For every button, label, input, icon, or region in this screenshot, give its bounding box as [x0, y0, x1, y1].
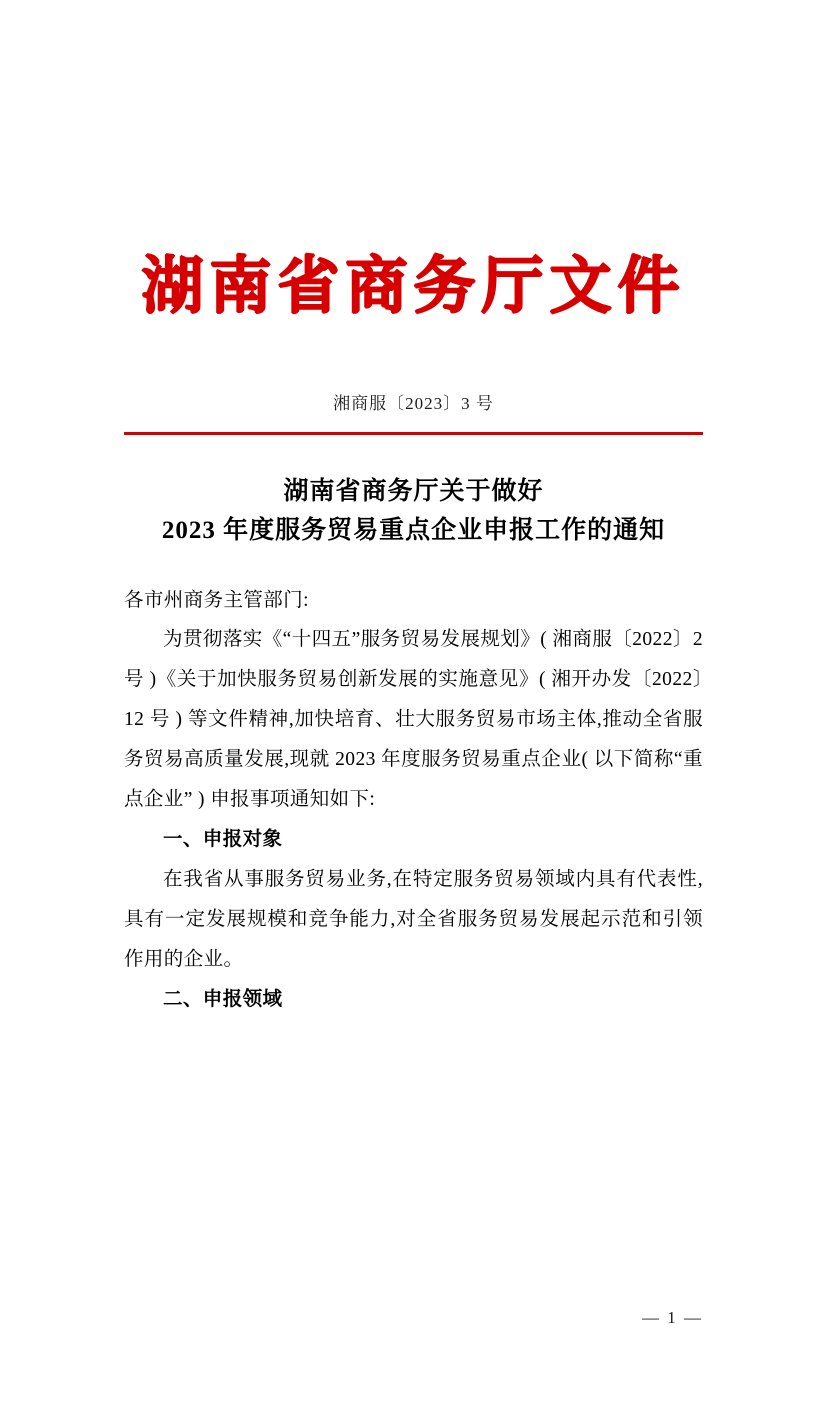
- document-title: [124, 473, 703, 551]
- document-number: 湘商服〔2023〕3 号: [333, 394, 494, 413]
- document-body: [124, 581, 703, 1021]
- salutation: 各市州商务主管部门:: [124, 589, 309, 611]
- red-divider-rule: [124, 432, 703, 435]
- section-1-heading: 一、申报对象: [163, 829, 283, 851]
- masthead: [124, 249, 703, 322]
- page-number: — 1 —: [642, 1308, 703, 1327]
- body-paragraph-1: 为贯彻落实《“十四五”服务贸易发展规划》( 湘商服〔2022〕2 号 )《关于加快服务贸易创新发展的实施意见》( 湘开办发〔2022〕12 号 ) 等文件精神,加快培育、壮大服务贸易市场主体,推动全省服务贸易高质量发展,现就 2023 年度服务贸易重点企业( 以下简称“重点企业” ) 申报事项通知如下:: [124, 629, 703, 811]
- section-1-body: 在我省从事服务贸易业务,在特定服务贸易领域内具有代表性,具有一定发展规模和竞争能力,对全省服务贸易发展起示范和引领作用的企业。: [124, 869, 703, 971]
- masthead-title: 湖南省商务厅文件: [141, 249, 686, 322]
- document-title-line-2: 2023 年度服务贸易重点企业申报工作的通知: [161, 516, 666, 544]
- document-page: [0, 249, 827, 1424]
- section-2-heading: 二、申报领域: [163, 989, 283, 1011]
- document-title-line-1: 湖南省商务厅关于做好: [283, 478, 544, 505]
